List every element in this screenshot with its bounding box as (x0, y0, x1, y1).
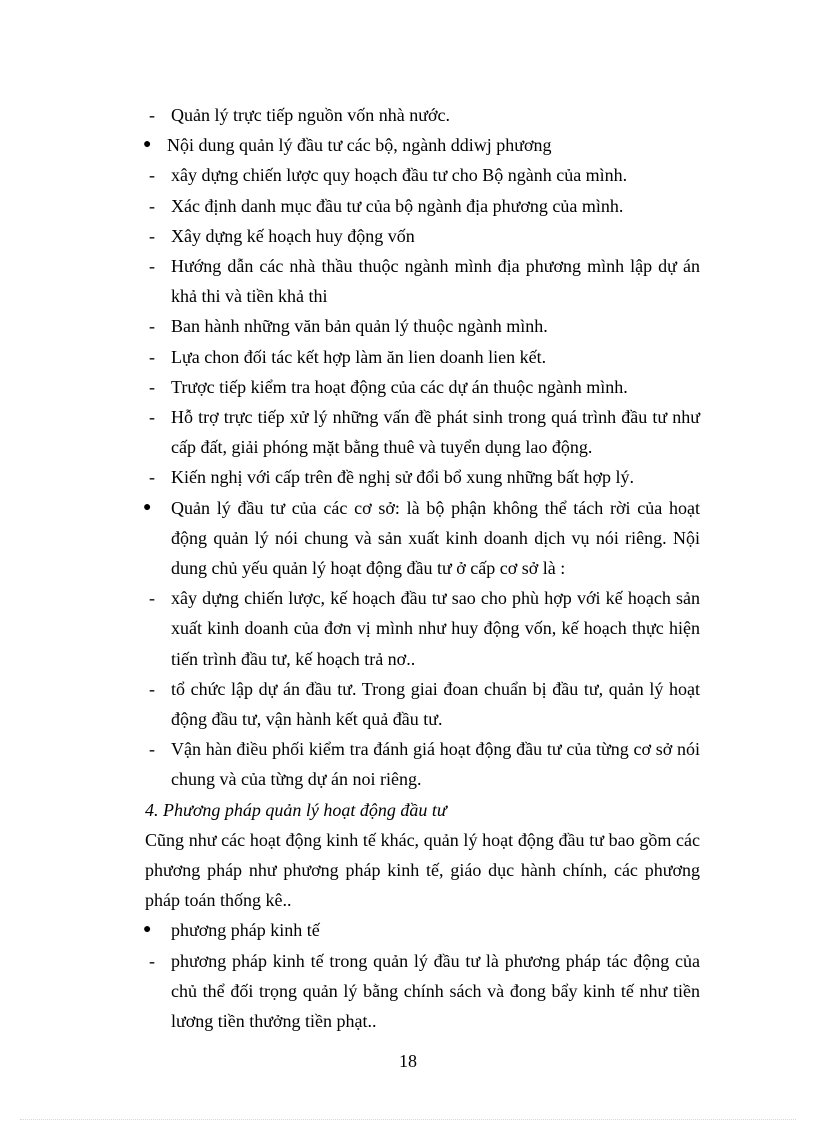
item-text: Cũng như các hoạt động kinh tế khác, quản lý hoạt động đầu tư bao gồm các phương pháp như phương pháp kinh tế, giáo dục hành chính, các phương pháp toán thống kê.. (145, 829, 700, 911)
dash-list-item (145, 674, 700, 734)
item-text: Xây dựng kế hoạch huy động vốn (171, 225, 415, 246)
bullet-marker: ● (143, 499, 152, 515)
item-text: xây dựng chiến lược, kế hoạch đầu tư sao cho phù hợp với kế hoạch sản xuất kinh doanh của đơn vị mình như huy động vốn, kế hoạch thực hiện tiến trình đầu tư, kế hoạch trả nơ.. (171, 588, 700, 669)
dash-list-item (145, 191, 700, 221)
dash-list-item (145, 100, 700, 130)
dash-list-item (145, 462, 700, 492)
dash-list-item (145, 311, 700, 341)
item-text: Ban hành những văn bản quản lý thuộc ngành mình. (171, 316, 548, 337)
item-text: tổ chức lập dự án đầu tư. Trong giai đoan chuẩn bị đầu tư, quản lý hoạt động đầu tư, vận hành kết quả đầu tư. (171, 678, 700, 730)
item-text: Hỗ trợ trực tiếp xử lý những vấn đề phát sinh trong quá trình đầu tư như cấp đất, giải phóng mặt bằng thuê và tuyển dụng lao động. (171, 407, 700, 458)
dash-marker: - (149, 467, 155, 488)
item-text: Hướng dẫn các nhà thầu thuộc ngành mình địa phương mình lập dự án khả thi và tiền khả thi (171, 256, 700, 307)
item-text: Xác định danh mục đầu tư của bộ ngành địa phương của mình. (171, 195, 624, 216)
bullet-list-item (145, 493, 700, 584)
dash-list-item (145, 221, 700, 251)
dash-marker: - (149, 195, 155, 216)
dash-list-item (145, 160, 700, 190)
dash-marker: - (149, 950, 155, 971)
dash-marker: - (149, 225, 155, 246)
item-text: phương pháp kinh tế trong quản lý đầu tư là phương pháp tác động của chủ thể đối trọng quản lý bằng chính sách và đong bẩy kinh tế như tiền lương tiền thưởng tiền phạt.. (171, 950, 700, 1032)
item-text: Quản lý đầu tư của các cơ sở: là bộ phận không thể tách rời của hoạt động quản lý nói chung và sản xuất kinh doanh dịch vụ nói riêng. Nội dung chủ yếu quản lý hoạt động đầu tư ở cấp cơ sở là : (171, 497, 700, 579)
bullet-list-item (145, 130, 700, 160)
dash-marker: - (149, 739, 155, 760)
dash-list-item (145, 734, 700, 794)
page-number: 18 (399, 1051, 417, 1071)
item-text: xây dựng chiến lược quy hoạch đầu tư cho Bộ ngành của mình. (171, 165, 628, 186)
dash-marker: - (149, 407, 155, 428)
item-text: Quản lý trực tiếp nguồn vốn nhà nước. (171, 105, 450, 125)
dash-list-item (145, 946, 700, 1037)
dash-marker: - (149, 678, 155, 699)
section-heading (145, 795, 700, 825)
paragraph (145, 825, 700, 916)
dash-marker: - (149, 346, 155, 367)
item-text: Trược tiếp kiểm tra hoạt động của các dự án thuộc ngành mình. (171, 376, 628, 397)
item-text: phương pháp kinh tế (171, 920, 320, 941)
dash-marker: - (149, 256, 155, 277)
dash-list-item (145, 372, 700, 402)
bullet-list-item (145, 915, 700, 945)
item-text: Lựa chon đối tác kết hợp làm ăn lien doanh lien kết. (171, 346, 547, 367)
dash-list-item (145, 342, 700, 372)
dash-marker: - (149, 588, 155, 609)
dash-list-item (145, 251, 700, 311)
bullet-marker: ● (143, 922, 152, 938)
dash-list-item (145, 583, 700, 674)
dash-marker: - (149, 105, 155, 125)
item-text: Kiến nghị với cấp trên đề nghị sử đổi bổ xung những bất hợp lý. (171, 467, 634, 488)
bullet-marker: ● (143, 137, 152, 153)
dash-marker: - (149, 316, 155, 337)
item-text: 4. Phương pháp quản lý hoạt động đầu tư (145, 799, 447, 820)
item-text: Nội dung quản lý đầu tư các bộ, ngành ddiwj phương (167, 135, 552, 156)
dash-marker: - (149, 376, 155, 397)
dash-list-item (145, 402, 700, 462)
page-body (145, 100, 700, 1036)
page-bottom-rule (20, 1119, 796, 1120)
dash-marker: - (149, 165, 155, 186)
item-text: Vận hàn điều phối kiểm tra đánh giá hoạt động đầu tư của từng cơ sở nói chung và của từng dự án noi riêng. (171, 739, 700, 790)
